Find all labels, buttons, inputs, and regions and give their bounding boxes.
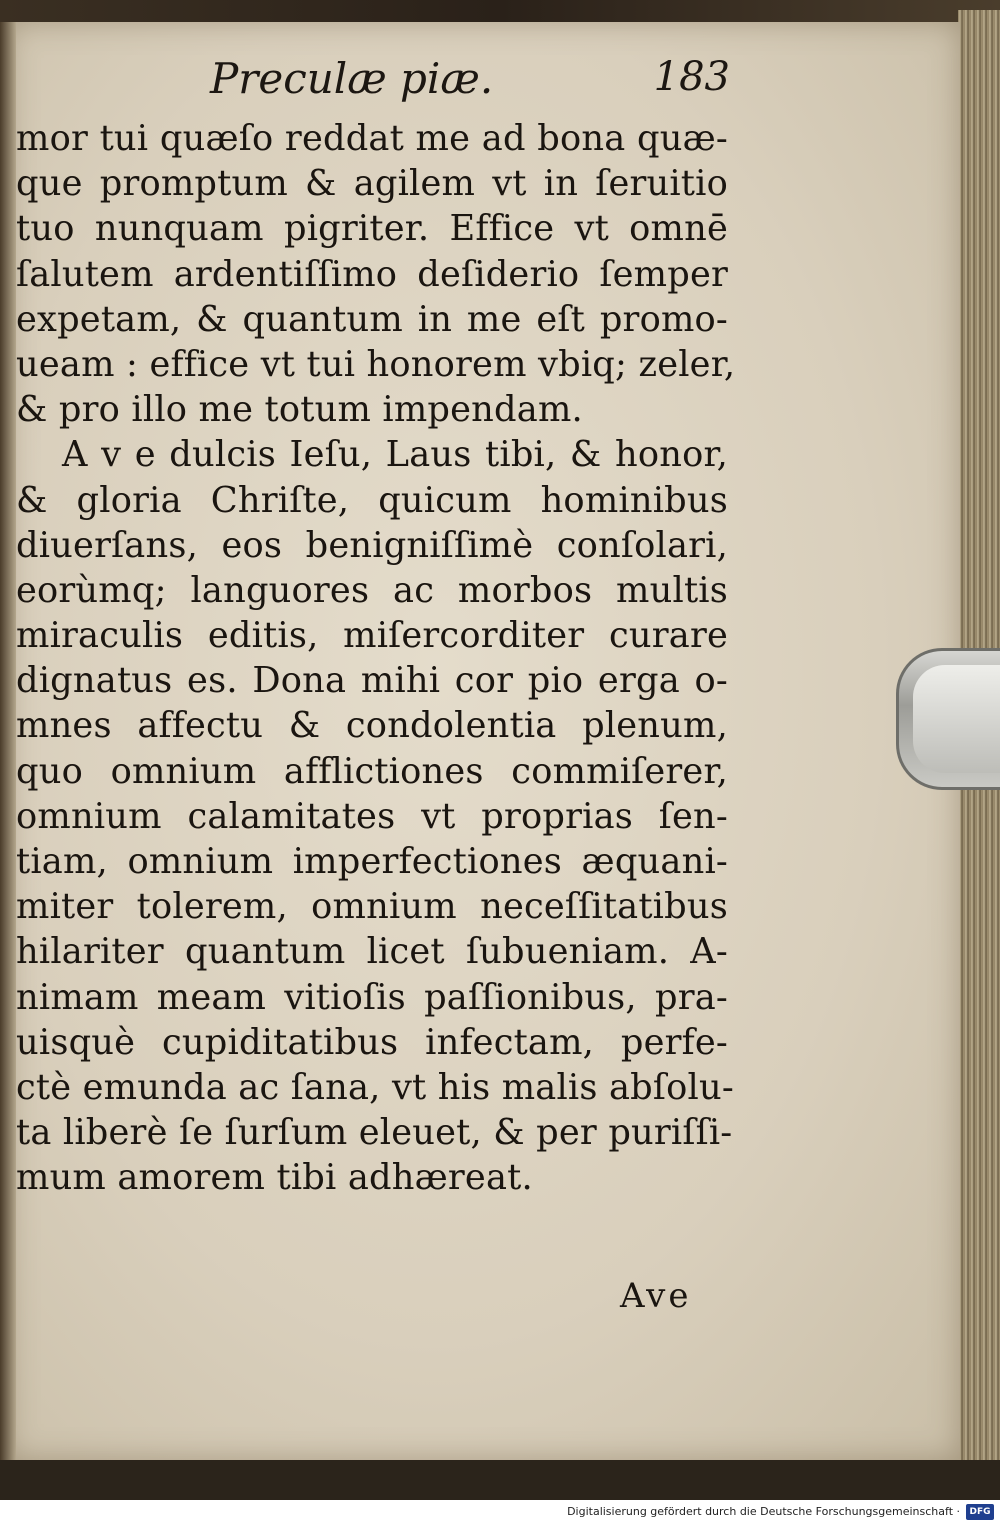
text-line: mum amorem tibi adhæreat. — [16, 1157, 533, 1199]
text-line: tuo nunquam pigriter. Effice vt omnē — [16, 208, 728, 250]
clasp-highlight — [913, 665, 1000, 773]
book-clasp — [896, 648, 1000, 790]
body-text — [16, 116, 736, 1201]
text-line: & pro illo me totum impendam. — [16, 389, 583, 431]
text-line: que promptum & agilem vt in ſeruitio — [16, 163, 728, 205]
text-line: dignatus es. Dona mihi cor pio erga o- — [16, 660, 728, 702]
text-line: hilariter quantum licet ſubueniam. A- — [16, 931, 728, 973]
text-line: eorùmq; languores ac morbos multis — [16, 569, 728, 611]
text-line: ſalutem ardentiſſimo deſiderio ſemper — [16, 253, 728, 295]
text-line: miraculis editis, miſercorditer curare — [16, 615, 728, 657]
text-line: mnes affectu & condolentia plenum, — [16, 705, 728, 747]
text-line: diuerſans, eos benigniſſimè conſolari, — [16, 524, 728, 566]
digitization-footer — [0, 1500, 1000, 1524]
paragraph-start-line: A v e dulcis Ieſu, Laus tibi, & honor, — [62, 434, 728, 476]
text-line: omnium calamitates vt proprias ſen- — [16, 795, 728, 837]
funding-credit: Digitalisierung gefördert durch die Deutsche Forschungsgemeinschaft · — [567, 1505, 960, 1518]
text-line: ueam : effice vt tui honorem vbiq; zeler, — [16, 343, 736, 385]
page-number: 183 — [653, 54, 730, 100]
page-header — [210, 54, 730, 106]
dfg-logo: DFG — [966, 1504, 994, 1520]
scan-bottom-border — [0, 1460, 1000, 1500]
text-line: miter tolerem, omnium neceſſitatibus — [16, 886, 728, 928]
text-line: & gloria Chriſte, quicum hominibus — [16, 479, 728, 521]
text-line: ta liberè ſe ſurſum eleuet, & per puriſſi- — [16, 1112, 733, 1154]
text-line: nimam meam vitioſis paſſionibus, pra- — [16, 976, 728, 1018]
text-line: tiam, omnium imperfectiones æquani- — [16, 841, 728, 882]
text-line: expetam, & quantum in me eſt promo- — [16, 298, 728, 340]
text-line: ctè emunda ac ſana, vt his malis abſolu- — [16, 1066, 734, 1108]
running-title: Preculæ piæ. — [210, 54, 494, 103]
catchword: Ave — [620, 1276, 692, 1316]
text-line: uisquè cupiditatibus infectam, perfe- — [16, 1021, 728, 1063]
text-line: mor tui quæſo reddat me ad bona quæ- — [16, 118, 728, 159]
text-line: quo omnium afflictiones commiſerer, — [16, 750, 728, 792]
binding-gutter — [0, 22, 16, 1460]
